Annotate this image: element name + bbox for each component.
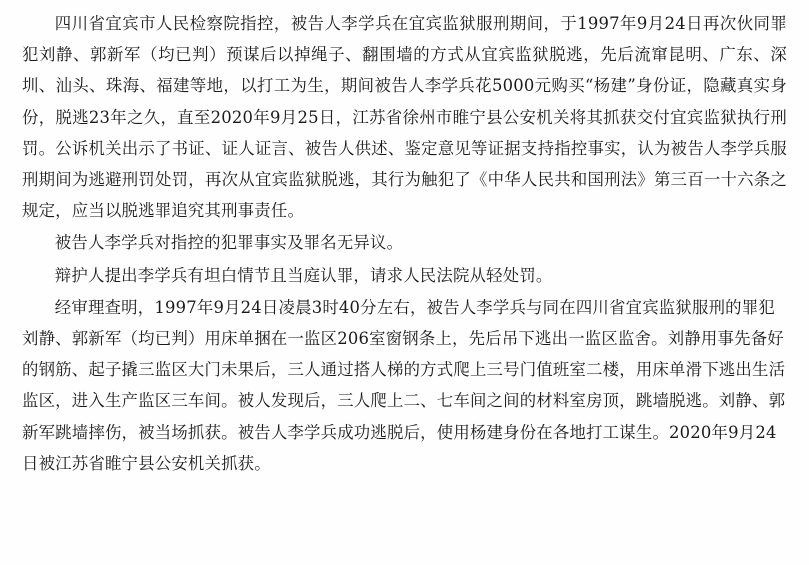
paragraph: 被告人李学兵对指控的犯罪事实及罪名无异议。	[54, 233, 404, 253]
paragraph: 四川省宜宾市人民检察院指控，被告人李学兵在宜宾监狱服刑期间，于1997年9月24日再次伙同罪犯刘静、郭新军（均已判）预谋后以掉绳子、翻围墙的方式从宜宾监狱脱逃，先后流窜昆明、广东、深圳、汕头、珠海、福建等地，以打工为生，期间被告人李学兵花5000元购买“杨建”身份证，隐藏真实身份，脱逃23年之久，直至2020年9月25日，江苏省徐州市睢宁县公安机关将其抓获交付宜宾监狱执行刑罚。公诉机关出示了书证、证人证言、被告人供述、鉴定意见等证据支持指控事实，认为被告人李学兵服刑期间为逃避刑罚处罚，再次从宜宾监狱脱逃，其行为触犯了《中华人民共和国刑法》第三百一十六条之规定，应当以脱逃罪追究其刑事责任。	[22, 14, 787, 221]
paragraph: 辩护人提出李学兵有坦白情节且当庭认罪，请求人民法院从轻处罚。	[54, 265, 553, 285]
paragraph: 经审理查明，1997年9月24日凌晨3时40分左右，被告人李学兵与同在四川省宜宾监狱服刑的罪犯刘静、郭新军（均已判）用床单捆在一监区206室窗钢条上，先后吊下逃出一监区监舍。刘静用事先备好的钢筋、起子撬三监区大门未果后，三人通过搭人梯的方式爬上三号门值班室二楼，用床单滑下逃出生活监区，进入生产监区三车间。被人发现后，三人爬上二、七车间之间的材料室房顶，跳墙脱逃。刘静、郭新军跳墙摔伤，被当场抓获。被告人李学兵成功逃脱后，使用杨建身份在各地打工谋生。2020年9月24日被江苏省睢宁县公安机关抓获。	[22, 297, 786, 473]
